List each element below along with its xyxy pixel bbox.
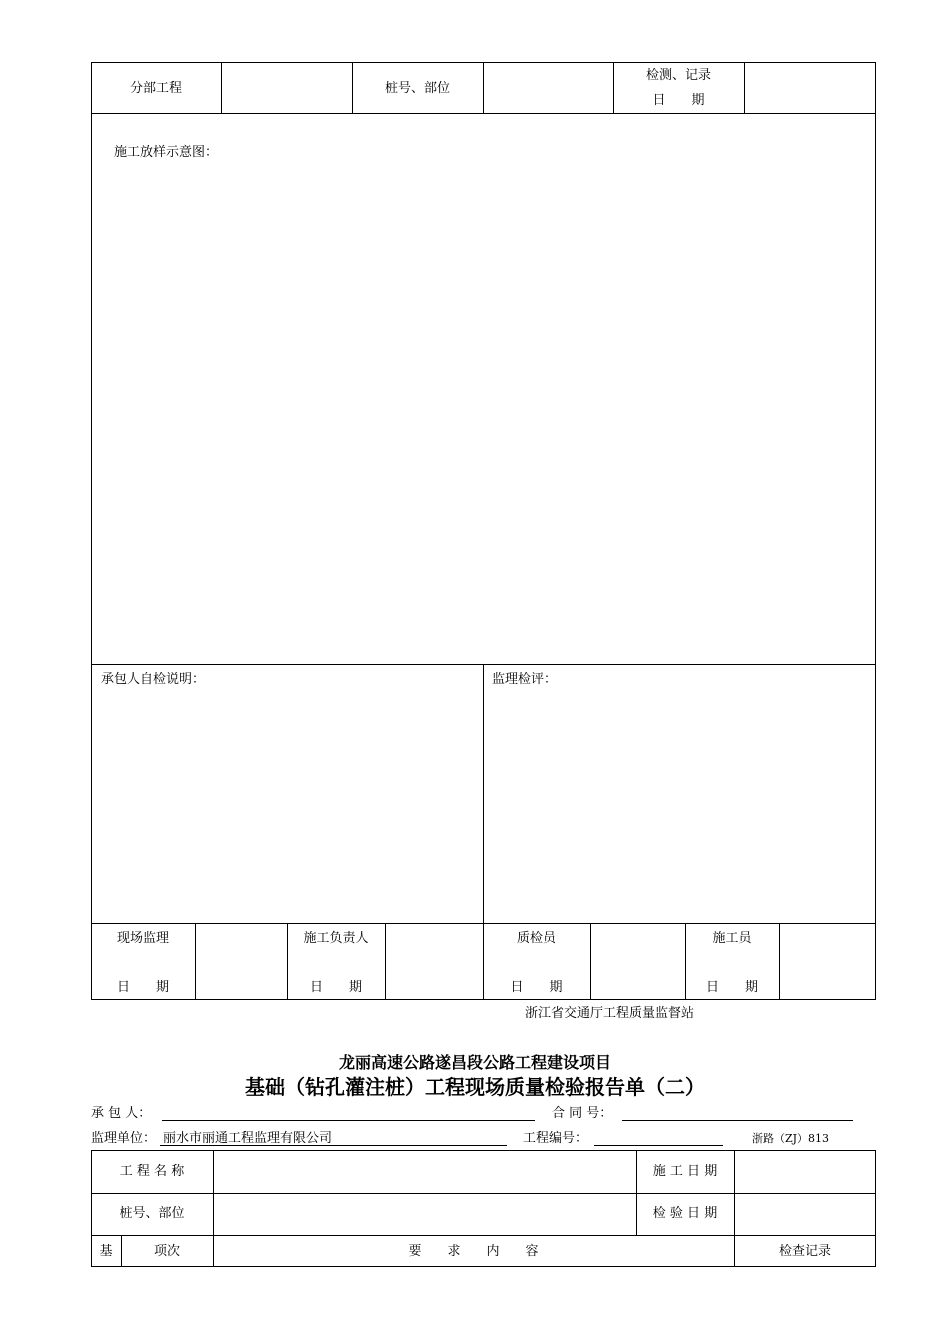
supervisor-unit-field[interactable]: 丽水市丽通工程监理有限公司	[163, 1131, 333, 1146]
construction-date-label: 施 工 日 期	[652, 1164, 718, 1179]
site-supervisor-label: 现场监理	[116, 931, 169, 946]
inspection-date-label-line1: 检测、记录	[645, 68, 711, 83]
sketch-label: 施工放样示意图：	[114, 145, 219, 160]
construction-lead-date-label: 日 期	[309, 980, 362, 995]
sub-project-field[interactable]	[222, 82, 352, 96]
project-name-label: 工 程 名 称	[119, 1164, 185, 1179]
station-field[interactable]	[484, 82, 613, 96]
quality-inspector-label: 质检员	[516, 931, 556, 946]
report-title: 基础（钻孔灌注桩）工程现场质量检验报告单（二）	[245, 1075, 705, 1099]
inspection-date-value-field[interactable]	[735, 1194, 875, 1235]
footer-organization: 浙江省交通厅工程质量监督站	[525, 1006, 695, 1021]
sketch-area[interactable]	[92, 114, 875, 664]
quality-inspector-date-label: 日 期	[510, 980, 563, 995]
constructor-signature-field[interactable]	[780, 924, 875, 999]
station-location-field[interactable]	[214, 1194, 636, 1235]
construction-lead-label: 施工负责人	[303, 931, 369, 946]
station-label: 桩号、部位	[384, 81, 450, 96]
item-column-header: 项次	[153, 1244, 180, 1259]
construction-date-field[interactable]	[735, 1151, 875, 1193]
contractor-label: 承 包 人：	[91, 1106, 152, 1121]
form-code: 浙路（ZJ）813	[752, 1132, 830, 1145]
contractor-note-label: 承包人自检说明：	[101, 672, 206, 687]
contract-no-label: 合 同 号：	[552, 1106, 613, 1121]
sheet2-row-line	[91, 1235, 876, 1236]
quality-inspector-signature-field[interactable]	[591, 924, 685, 999]
construction-lead-signature-field[interactable]	[386, 924, 483, 999]
project-no-underline	[594, 1145, 723, 1146]
base-column-header: 基	[99, 1244, 113, 1259]
contract-no-field[interactable]	[626, 1107, 849, 1120]
constructor-date-label: 日 期	[705, 980, 758, 995]
contractor-field[interactable]	[166, 1107, 531, 1120]
constructor-label: 施工员	[712, 931, 752, 946]
supervisor-comment-area[interactable]	[484, 692, 875, 922]
site-supervisor-signature-field[interactable]	[196, 924, 287, 999]
inspection-date-label: 检 验 日 期	[652, 1206, 718, 1221]
project-title: 龙丽高速公路遂昌段公路工程建设项目	[338, 1053, 611, 1072]
inspection-date-field[interactable]	[745, 82, 876, 96]
sheet2-col-line	[636, 1150, 637, 1235]
inspection-date-label-line2: 日 期	[652, 93, 705, 108]
supervisor-comment-label: 监理检评：	[492, 672, 558, 687]
sub-project-label: 分部工程	[129, 81, 182, 96]
project-no-label: 工程编号：	[523, 1131, 589, 1146]
contractor-note-area[interactable]	[92, 692, 482, 922]
project-name-field[interactable]	[214, 1151, 636, 1193]
supervisor-unit-label: 监理单位：	[91, 1131, 157, 1146]
contractor-underline	[162, 1120, 535, 1121]
station-location-label: 桩号、部位	[119, 1206, 185, 1221]
requirements-column-header: 要 求 内 容	[408, 1244, 539, 1259]
record-column-header: 检查记录	[778, 1244, 831, 1259]
site-supervisor-date-label: 日 期	[116, 980, 169, 995]
contract-no-underline	[622, 1120, 853, 1121]
project-no-field[interactable]	[597, 1132, 720, 1145]
